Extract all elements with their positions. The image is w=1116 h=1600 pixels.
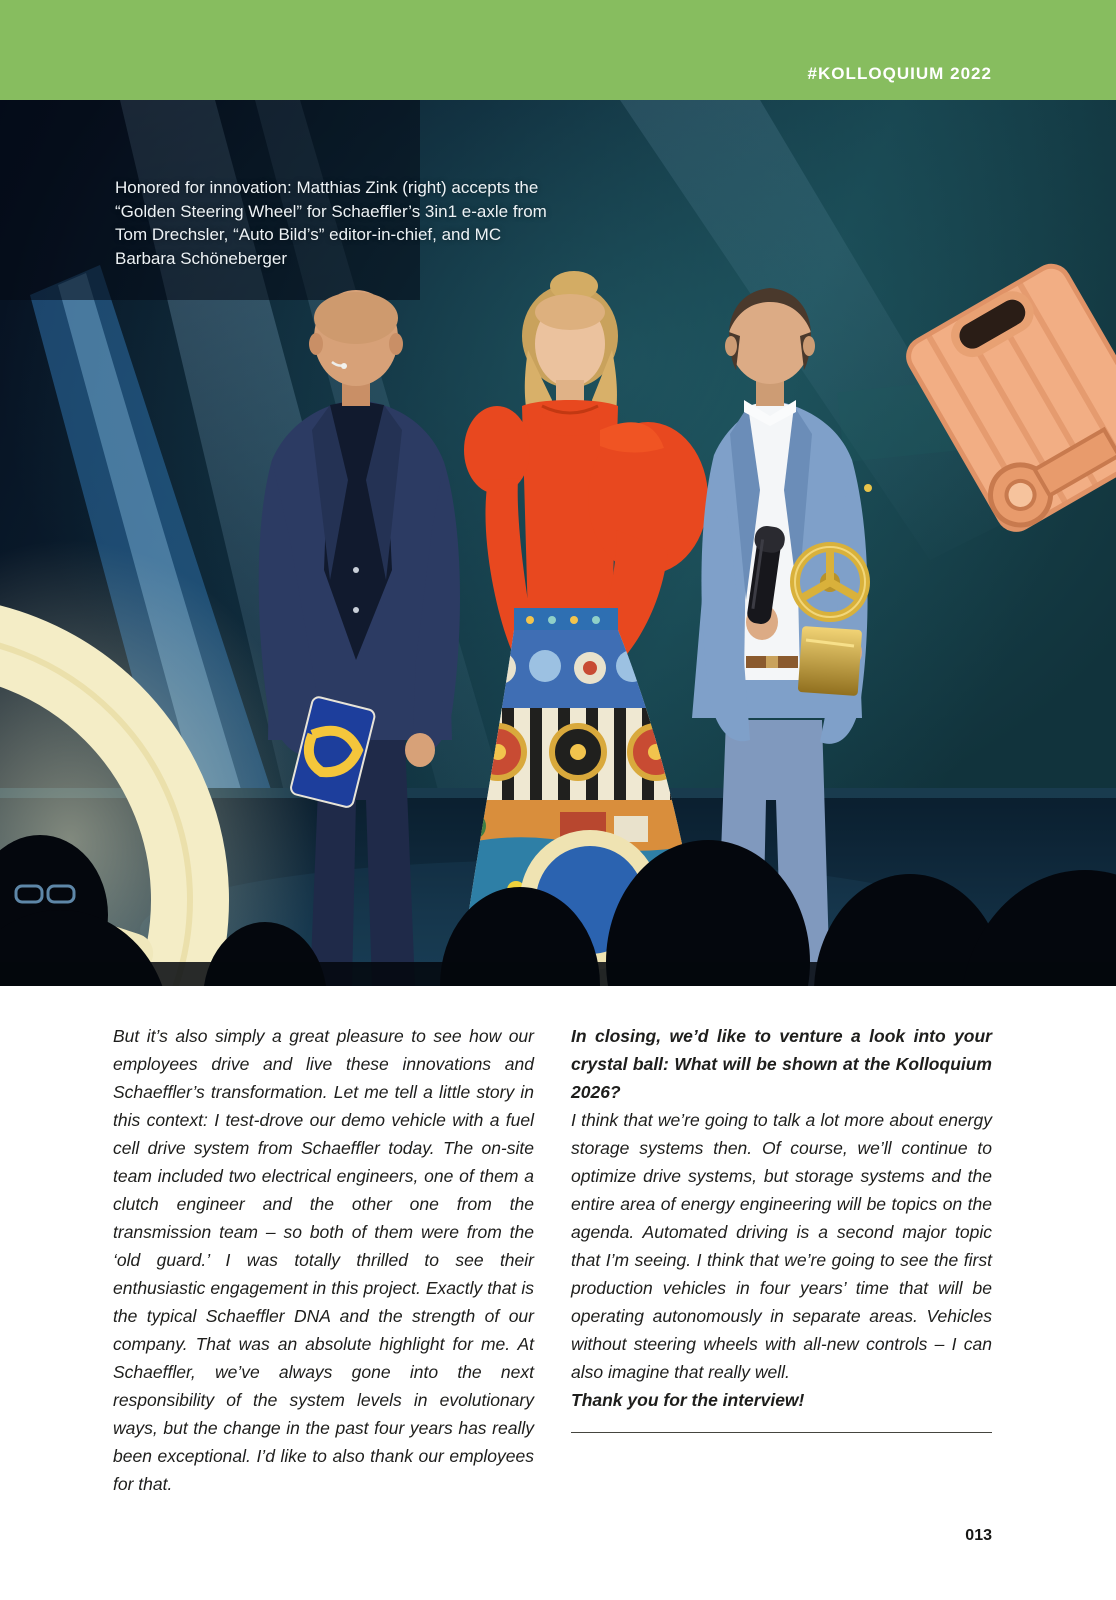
interview-closing: Thank you for the interview! [571,1390,805,1410]
left-paragraph: But it’s also simply a great pleasure to see how our employees drive and live these innovations and Schaeffler’s transformation. Let me tell a little story in this context: I test-drove our demo vehicle with a fuel cell drive system from Schaeffler today. The on-site team included two electrical engineers, one of them a clutch engineer and the other one from the transmission team – so both of them were from the ‘old guard.’ I was totally thrilled to see their enthusiastic engagement in this project. Exactly that is the typical Schaeffler DNA and the strength of our company. That was an absolute highlight for me. At Schaeffler, we’ve always gone into the next responsibility of the system levels in evolutionary ways, but the change in the past four years has really been exceptional. I’d like to also thank our employees for that. [113,1026,534,1494]
photo-caption: Honored for innovation: Matthias Zink (right) accepts the “Golden Steering Wheel” for Schaeffler’s 3in1 e-axle from Tom Drechsler, “Auto Bild’s” editor-in-chief, and MC Barbara Schöneberger [115,178,547,268]
article-column-left [113,1022,534,1498]
interview-answer: I think that we’re going to talk a lot more about energy storage systems then. Of course, we’ll continue to optimize drive systems, but storage systems and the entire area of energy engineering will be topics on the agenda. Automated driving is a second major topic that I’m seeing. I think that we’re going to see the first production vehicles in four years’ time that will be operating autonomously in separate areas. Vehicles without steering wheels with all-new controls – I can also imagine that really well. [571,1110,992,1382]
page-number: 013 [965,1527,992,1544]
interview-question: In closing, we’d like to venture a look into your crystal ball: What will be shown at the Kolloquium 2026? [571,1026,992,1102]
article-column-right [571,1022,992,1498]
stage-photo [0,100,1116,986]
header-label: #KOLLOQUIUM 2022 [807,64,992,83]
end-rule [571,1432,992,1433]
article-body [113,1022,992,1498]
header-band [0,0,1116,100]
